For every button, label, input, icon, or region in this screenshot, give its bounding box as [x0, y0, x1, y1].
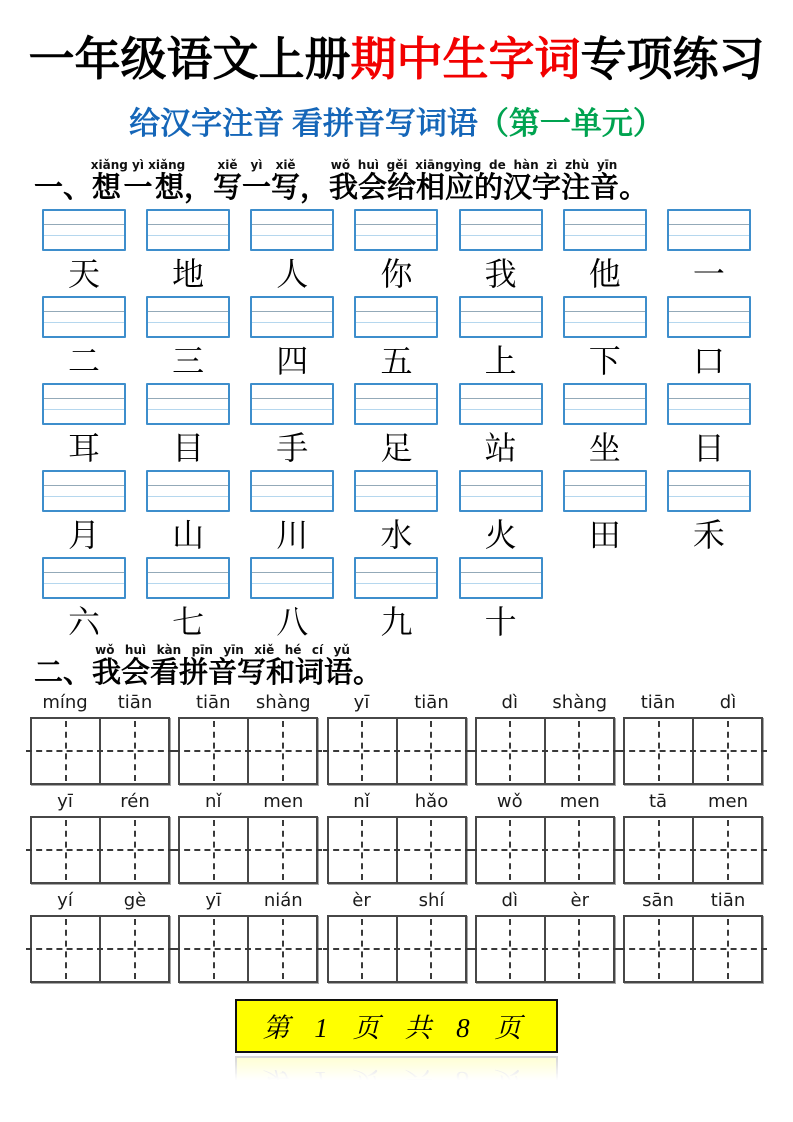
hanzi-char: 手: [276, 429, 309, 466]
pinyin-four-line-box: [563, 296, 647, 338]
hanzi-char: 十: [484, 603, 517, 640]
hanzi-char: 禾: [692, 516, 725, 553]
pinyin-syllable: men: [559, 791, 600, 813]
pinyin-word-label: [30, 791, 170, 813]
pinyin-word-label: [475, 791, 615, 813]
tianzige-pair: [178, 816, 318, 884]
pinyin-four-line-box: [250, 296, 334, 338]
page-number-badge: 第 1 页 共 8 页: [235, 999, 559, 1053]
pinyin-label-row: [30, 692, 763, 714]
tianzige-cell: [694, 719, 761, 783]
heading-punctuation: ，: [184, 171, 214, 204]
hanzi-row: [42, 341, 751, 381]
pinyin-four-line-box: [250, 557, 334, 599]
pinyin-word-label: [30, 890, 170, 912]
tianzige-cell: [477, 719, 546, 783]
pinyin-syllable: tiān: [196, 692, 231, 714]
tianzige-cell: [329, 818, 398, 882]
tianzige-pair: [327, 915, 467, 983]
pinyin-word-label: [475, 890, 615, 912]
page-subtitle: [0, 98, 793, 143]
hanzi-row: [42, 515, 751, 555]
tianzige-cell: [32, 719, 101, 783]
tianzige-pair: [178, 915, 318, 983]
tianzige-cell: [180, 719, 249, 783]
hanzi-char: 月: [67, 516, 100, 553]
tianzige-pair: [30, 816, 170, 884]
tianzige-cell: [398, 719, 465, 783]
tianzige-cell: [625, 719, 694, 783]
tianzige-pair: [475, 915, 615, 983]
hanzi-char: 火: [484, 516, 517, 553]
hanzi-char: 五: [380, 342, 413, 379]
heading-punctuation: 。: [353, 656, 383, 689]
hanzi-char: 地: [172, 255, 205, 292]
pinyin-four-line-box: [146, 209, 230, 251]
pinyin-four-line-box: [250, 383, 334, 425]
pinyin-syllable: dì: [719, 692, 737, 714]
pinyin-syllable: yī: [205, 890, 222, 912]
heading-ruby-segment: 我会给相应的汉字注音wǒ huì gěi xiāngyìng de hàn zì zhù yīn: [329, 157, 620, 204]
pinyin-word-label: [623, 692, 763, 714]
pinyin-syllable: yī: [353, 692, 370, 714]
pinyin-four-line-box: [146, 383, 230, 425]
pinyin-four-line-box: [42, 296, 126, 338]
hanzi-char: 他: [588, 255, 621, 292]
pinyin-four-line-box: [42, 209, 126, 251]
pinyin-syllable: yí: [57, 890, 73, 912]
pinyin-four-line-box: [146, 470, 230, 512]
pinyin-four-line-box: [42, 383, 126, 425]
tianzige-cell: [180, 917, 249, 981]
hanzi-char: 四: [276, 342, 309, 379]
hanzi-char: 人: [276, 255, 309, 292]
pinyin-syllable: men: [707, 791, 749, 813]
pinyin-syllable: èr: [570, 890, 589, 912]
title-part: 期中生字词: [350, 34, 581, 85]
tianzige-pair: [30, 915, 170, 983]
hanzi-char: 上: [484, 342, 517, 379]
pinyin-four-line-box: [667, 383, 751, 425]
hanzi-char: 站: [484, 429, 517, 466]
pinyin-four-line-box: [667, 209, 751, 251]
pinyin-label-row: [30, 791, 763, 813]
tianzige-cell: [477, 818, 546, 882]
section1-heading: [34, 159, 793, 203]
pinyin-four-line-box: [667, 296, 751, 338]
pinyin-box-row: [42, 296, 751, 338]
hanzi-char: 三: [172, 342, 205, 379]
pinyin-four-line-box: [354, 470, 438, 512]
section2-writing-rows: [30, 692, 763, 983]
hanzi-char: 九: [380, 603, 413, 640]
pinyin-syllable: shàng: [552, 692, 608, 714]
heading-ruby-segment: 写一写xiě yì xiě: [213, 157, 301, 204]
pinyin-word-label: [178, 692, 318, 714]
hanzi-char: 耳: [67, 429, 100, 466]
page-title: [0, 0, 793, 86]
hanzi-char: 日: [692, 429, 725, 466]
pinyin-word-label: [327, 890, 467, 912]
tianzige-cell: [329, 917, 398, 981]
pinyin-syllable: tiān: [710, 890, 746, 912]
tianzige-row: [30, 816, 763, 884]
pinyin-box-row: [42, 383, 751, 425]
hanzi-char: 下: [588, 342, 621, 379]
tianzige-pair: [327, 816, 467, 884]
hanzi-row: [42, 602, 751, 642]
tianzige-cell: [101, 917, 168, 981]
tianzige-pair: [623, 717, 763, 785]
tianzige-cell: [101, 818, 168, 882]
heading-ruby-segment: 我会看拼音写和词语wǒ huì kàn pīn yīn xiě hé cí yǔ: [92, 642, 354, 689]
pinyin-syllable: nián: [263, 890, 303, 912]
tianzige-pair: [475, 717, 615, 785]
tianzige-cell: [249, 719, 316, 783]
hanzi-char: 八: [276, 603, 309, 640]
heading-number: 一、: [34, 171, 93, 204]
tianzige-pair: [475, 816, 615, 884]
tianzige-cell: [546, 917, 613, 981]
pinyin-word-label: [178, 890, 318, 912]
pinyin-label-row: [30, 890, 763, 912]
pinyin-syllable: sān: [642, 890, 674, 912]
pinyin-four-line-box: [563, 209, 647, 251]
tianzige-cell: [249, 818, 316, 882]
hanzi-char: 七: [172, 603, 205, 640]
pinyin-syllable: dì: [501, 692, 518, 714]
tianzige-pair: [623, 816, 763, 884]
pinyin-four-line-box: [459, 383, 543, 425]
heading-ruby-segment: 想一想xiǎng yì xiǎng: [90, 157, 186, 204]
pinyin-syllable: hǎo: [414, 791, 449, 813]
tianzige-row: [30, 717, 763, 785]
pinyin-word-label: [327, 692, 467, 714]
tianzige-cell: [694, 917, 761, 981]
hanzi-char: 川: [276, 516, 309, 553]
tianzige-cell: [398, 917, 465, 981]
pinyin-four-line-box: [459, 296, 543, 338]
hanzi-char: 口: [692, 342, 725, 379]
tianzige-cell: [546, 719, 613, 783]
pinyin-word-label: [623, 791, 763, 813]
tianzige-cell: [477, 917, 546, 981]
hanzi-char: 一: [692, 255, 725, 292]
section1-annotation-rows: [42, 209, 751, 642]
title-part: 一年级语文上册: [28, 34, 351, 85]
pinyin-syllable: tā: [648, 791, 668, 813]
pinyin-syllable: rén: [120, 791, 150, 813]
pinyin-syllable: shí: [418, 890, 445, 912]
pinyin-word-label: [178, 791, 318, 813]
hanzi-char: 天: [67, 255, 100, 292]
hanzi-char: 目: [172, 429, 205, 466]
pinyin-syllable: míng: [42, 692, 88, 714]
pinyin-four-line-box: [563, 383, 647, 425]
pinyin-four-line-box: [563, 470, 647, 512]
tianzige-cell: [32, 917, 101, 981]
pinyin-syllable: dì: [501, 890, 518, 912]
tianzige-cell: [398, 818, 465, 882]
pinyin-four-line-box: [42, 557, 126, 599]
tianzige-cell: [625, 818, 694, 882]
tianzige-row: [30, 915, 763, 983]
hanzi-char: 二: [67, 342, 100, 379]
tianzige-cell: [32, 818, 101, 882]
pinyin-four-line-box: [354, 557, 438, 599]
hanzi-char: 山: [172, 516, 205, 553]
tianzige-cell: [101, 719, 168, 783]
hanzi-char: 六: [67, 603, 100, 640]
heading-number: 二、: [34, 656, 93, 689]
hanzi-char: 我: [484, 255, 517, 292]
subtitle-part: 给汉字注音 看拼音写词语: [129, 105, 478, 141]
pinyin-four-line-box: [354, 296, 438, 338]
pinyin-box-row: [42, 557, 751, 599]
hanzi-char: 坐: [588, 429, 621, 466]
pinyin-four-line-box: [459, 209, 543, 251]
tianzige-cell: [329, 719, 398, 783]
tianzige-cell: [249, 917, 316, 981]
pinyin-syllable: tiān: [414, 692, 449, 714]
pinyin-word-label: [30, 692, 170, 714]
heading-punctuation: 。: [619, 171, 649, 204]
heading-punctuation: ，: [300, 171, 330, 204]
hanzi-char: 田: [588, 516, 621, 553]
pinyin-four-line-box: [667, 470, 751, 512]
pinyin-syllable: tiān: [117, 692, 153, 714]
hanzi-char: 你: [380, 255, 413, 292]
pinyin-four-line-box: [146, 557, 230, 599]
pinyin-syllable: shàng: [255, 692, 311, 714]
hanzi-row: [42, 254, 751, 294]
pinyin-four-line-box: [354, 209, 438, 251]
pinyin-four-line-box: [42, 470, 126, 512]
pinyin-four-line-box: [146, 296, 230, 338]
hanzi-char: 足: [380, 429, 413, 466]
pinyin-syllable: tiān: [640, 692, 676, 714]
pinyin-syllable: èr: [352, 890, 371, 912]
pinyin-syllable: wǒ: [496, 791, 523, 813]
pinyin-word-label: [475, 692, 615, 714]
tianzige-pair: [178, 717, 318, 785]
tianzige-pair: [30, 717, 170, 785]
pinyin-word-label: [623, 890, 763, 912]
hanzi-row: [42, 428, 751, 468]
hanzi-char: 水: [380, 516, 413, 553]
pinyin-box-row: [42, 470, 751, 512]
pinyin-box-row: [42, 209, 751, 251]
title-part: 专项练习: [580, 34, 765, 85]
pinyin-four-line-box: [459, 557, 543, 599]
tianzige-cell: [546, 818, 613, 882]
pinyin-syllable: men: [263, 791, 304, 813]
pinyin-four-line-box: [354, 383, 438, 425]
tianzige-cell: [180, 818, 249, 882]
tianzige-pair: [623, 915, 763, 983]
pinyin-syllable: nǐ: [205, 791, 222, 813]
pinyin-syllable: gè: [123, 890, 147, 912]
tianzige-pair: [327, 717, 467, 785]
subtitle-part: （第一单元）: [477, 105, 664, 141]
tianzige-cell: [694, 818, 761, 882]
pinyin-word-label: [327, 791, 467, 813]
section2-heading: [34, 644, 793, 688]
tianzige-cell: [625, 917, 694, 981]
pinyin-four-line-box: [250, 470, 334, 512]
pinyin-four-line-box: [250, 209, 334, 251]
pinyin-four-line-box: [459, 470, 543, 512]
pinyin-syllable: yī: [57, 791, 73, 813]
pinyin-syllable: nǐ: [353, 791, 370, 813]
page-footer: [0, 999, 793, 1053]
